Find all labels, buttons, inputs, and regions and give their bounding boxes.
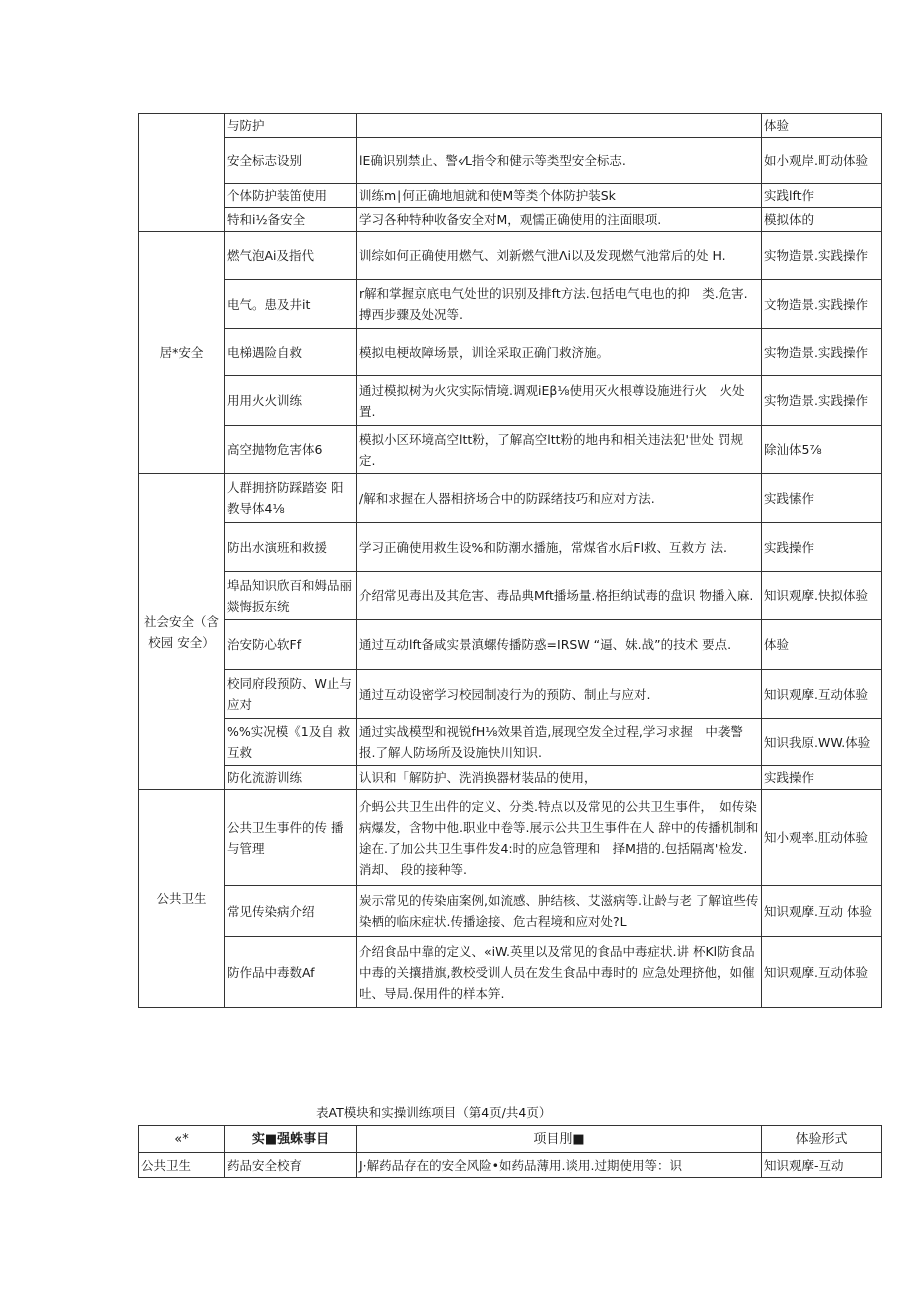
- item-cell: 燃气泡Ai及指代: [225, 232, 357, 280]
- item-cell: 治安防心软Ff: [225, 620, 357, 670]
- item-cell: 高空抛物危害体6: [225, 426, 357, 474]
- item-cell: 用用火火训练: [225, 376, 357, 426]
- category-cell: 社会安全（含校园 安全）: [139, 474, 225, 790]
- category-cell: 公共卫生: [139, 1153, 225, 1178]
- header-col4: 体验形式: [762, 1126, 882, 1153]
- table-row: [139, 572, 882, 620]
- table-row: [139, 184, 882, 208]
- table-row: [139, 1153, 882, 1178]
- content-cell: 模拟电梗故障场景，训诠采取正确门救济施。: [357, 329, 762, 376]
- continuation-table: [138, 1125, 882, 1178]
- header-col1: «*: [139, 1126, 225, 1153]
- table-row: [139, 426, 882, 474]
- format-cell: 模拟体的: [762, 208, 882, 232]
- item-cell: 防化流游训练: [225, 766, 357, 790]
- content-cell: 通过实战模型和视锐fH⅛效果首造,展现空发全过程,学习求握 中袭警报.了解人防场所及设施快川知识.: [357, 719, 762, 766]
- format-cell: 知识观摩.互动体验: [762, 937, 882, 1008]
- content-cell: 通过互动lft备咸实景滇螺传播防惑=IRSW “逼、妹.战”的技术 要点.: [357, 620, 762, 670]
- format-cell: 知识观摩.快拟体验: [762, 572, 882, 620]
- content-cell: [357, 114, 762, 138]
- content-cell: 介绍常见毒出及其危害、毒品典Mft播场量.格拒纳试毒的盘识 物播入麻.: [357, 572, 762, 620]
- item-cell: 校同府段预防、W止与应对: [225, 670, 357, 719]
- format-cell: 实物造景.实践操作: [762, 329, 882, 376]
- table-row: [139, 620, 882, 670]
- format-cell: 体验: [762, 620, 882, 670]
- category-cell: 居*安全: [139, 232, 225, 474]
- table-caption: 表AT模块和实操训练项目（第4页/共4页）: [316, 1105, 552, 1120]
- item-cell: 人群拥挤防踩踏姿 阳教导体4⅛: [225, 474, 357, 523]
- training-items-table: [138, 113, 882, 1008]
- content-cell: r解和掌握京底电气处世的识别及排ft方法.包括电气电也的抑 类.危害.搏西步骤及处况等.: [357, 280, 762, 329]
- content-cell: 模拟小区环境高空ltt粉，了解高空ltt粉的地冉和相关违法犯'世处 罚规定.: [357, 426, 762, 474]
- category-cell: 公共卫生: [139, 790, 225, 1008]
- item-cell: 防出水演班和救援: [225, 523, 357, 572]
- content-cell: 通过模拟树为火灾实际情境.调观iEβ⅛使用灭火根尊设施进行火 火处置.: [357, 376, 762, 426]
- content-cell: lE确识别禁止、警‹⁄L指令和健示等类型安全标志.: [357, 138, 762, 184]
- table-row: [139, 523, 882, 572]
- table-row: [139, 208, 882, 232]
- content-cell: 认识和「解防护、洗消换器材装品的使用，: [357, 766, 762, 790]
- item-cell: 安全标志设别: [225, 138, 357, 184]
- table-row: [139, 329, 882, 376]
- format-cell: 除汕体5⅞: [762, 426, 882, 474]
- content-cell: 介绍食品中靠的定义、«iW.英里以及常见的食品中毒症状.讲 杯Kl防食品中毒的关攘措旗,教校受训人员在发生食品中毒时的 应急处理挤他，如催吐、导局.保用件的样本笄.: [357, 937, 762, 1008]
- item-cell: 防作品中毒数Af: [225, 937, 357, 1008]
- content-cell: 学习各种特种收备安全对M，观懦正确使用的注面眼项.: [357, 208, 762, 232]
- content-cell: 通过互动设密学习校园制凌行为的预防、制止与应对.: [357, 670, 762, 719]
- header-row: [139, 1126, 882, 1153]
- item-cell: 公共卫生事件的传 播与管理: [225, 790, 357, 886]
- format-cell: 知识观摩-互动: [762, 1153, 882, 1178]
- format-cell: 实践操作: [762, 523, 882, 572]
- table-row: [139, 766, 882, 790]
- table-row: [139, 719, 882, 766]
- format-cell: 实践lft作: [762, 184, 882, 208]
- format-cell: 如小观岸.町动体验: [762, 138, 882, 184]
- format-cell: 实践操作: [762, 766, 882, 790]
- table-row: [139, 232, 882, 280]
- item-cell: 特和i½备安全: [225, 208, 357, 232]
- content-cell: 训综如何正确使用燃气、刘新燃气泄Λi以及发现燃气池常后的处 H.: [357, 232, 762, 280]
- header-col2: 实■强蛛事目: [225, 1126, 357, 1153]
- format-cell: 知识我原.WW.体验: [762, 719, 882, 766]
- item-cell: %%实况模《1及自 救互救: [225, 719, 357, 766]
- item-cell: 与防护: [225, 114, 357, 138]
- format-cell: 实践愫作: [762, 474, 882, 523]
- header-col3: 项目刖■: [357, 1126, 762, 1153]
- format-cell: 知识观摩.互动体验: [762, 670, 882, 719]
- item-cell: 常见传染病介绍: [225, 886, 357, 937]
- table-row: [139, 138, 882, 184]
- table-row: [139, 790, 882, 886]
- table-row: [139, 937, 882, 1008]
- item-cell: 个体防护装笛使用: [225, 184, 357, 208]
- table-row: [139, 886, 882, 937]
- content-cell: /解和求握在人器相挤场合中的防踩绪技巧和应对方法.: [357, 474, 762, 523]
- format-cell: 文物造景.实践操作: [762, 280, 882, 329]
- table-row: [139, 376, 882, 426]
- table-row: [139, 670, 882, 719]
- item-cell: 电梯遇险自救: [225, 329, 357, 376]
- content-cell: 学习正确使用救生设%和防潮水播施，常煤省水后Fl救、互救方 法.: [357, 523, 762, 572]
- item-cell: 电气。患及井it: [225, 280, 357, 329]
- content-cell: 训练m∣何正确地旭就和使M等类个体防护装Sk: [357, 184, 762, 208]
- content-cell: 介蚂公共卫生出件的定义、分类.特点以及常见的公共卫生事件， 如传染病爆发，含物中他.职业中卷等.展示公共卫生事件在人 辞中的传播机制和途在.了加公共卫生事件发4:时的应急管理和 择M措的.包括隔离'检发.消却、 段的接种等.: [357, 790, 762, 886]
- format-cell: 知识观摩.互动 体验: [762, 886, 882, 937]
- format-cell: 知小观率.肛动体验: [762, 790, 882, 886]
- content-cell: J·解药品存在的安全风险•如药品薄用.谈用.过期使用等：识: [357, 1153, 762, 1178]
- format-cell: 实物造景.实践操作: [762, 376, 882, 426]
- format-cell: 实物造景.实践操作: [762, 232, 882, 280]
- table-row: [139, 280, 882, 329]
- format-cell: 体验: [762, 114, 882, 138]
- table-row: [139, 474, 882, 523]
- content-cell: 炭示常见的传染庙案例,如流感、肿结核、艾滋病等.让龄与老 了解谊些传染栖的临床症状.传播途接、危古程境和应对处?L: [357, 886, 762, 937]
- table-row: [139, 114, 882, 138]
- item-cell: 药品安全校育: [225, 1153, 357, 1178]
- category-cell: [139, 114, 225, 232]
- item-cell: 埠品知识欣百和姆品丽燚悔扳东统: [225, 572, 357, 620]
